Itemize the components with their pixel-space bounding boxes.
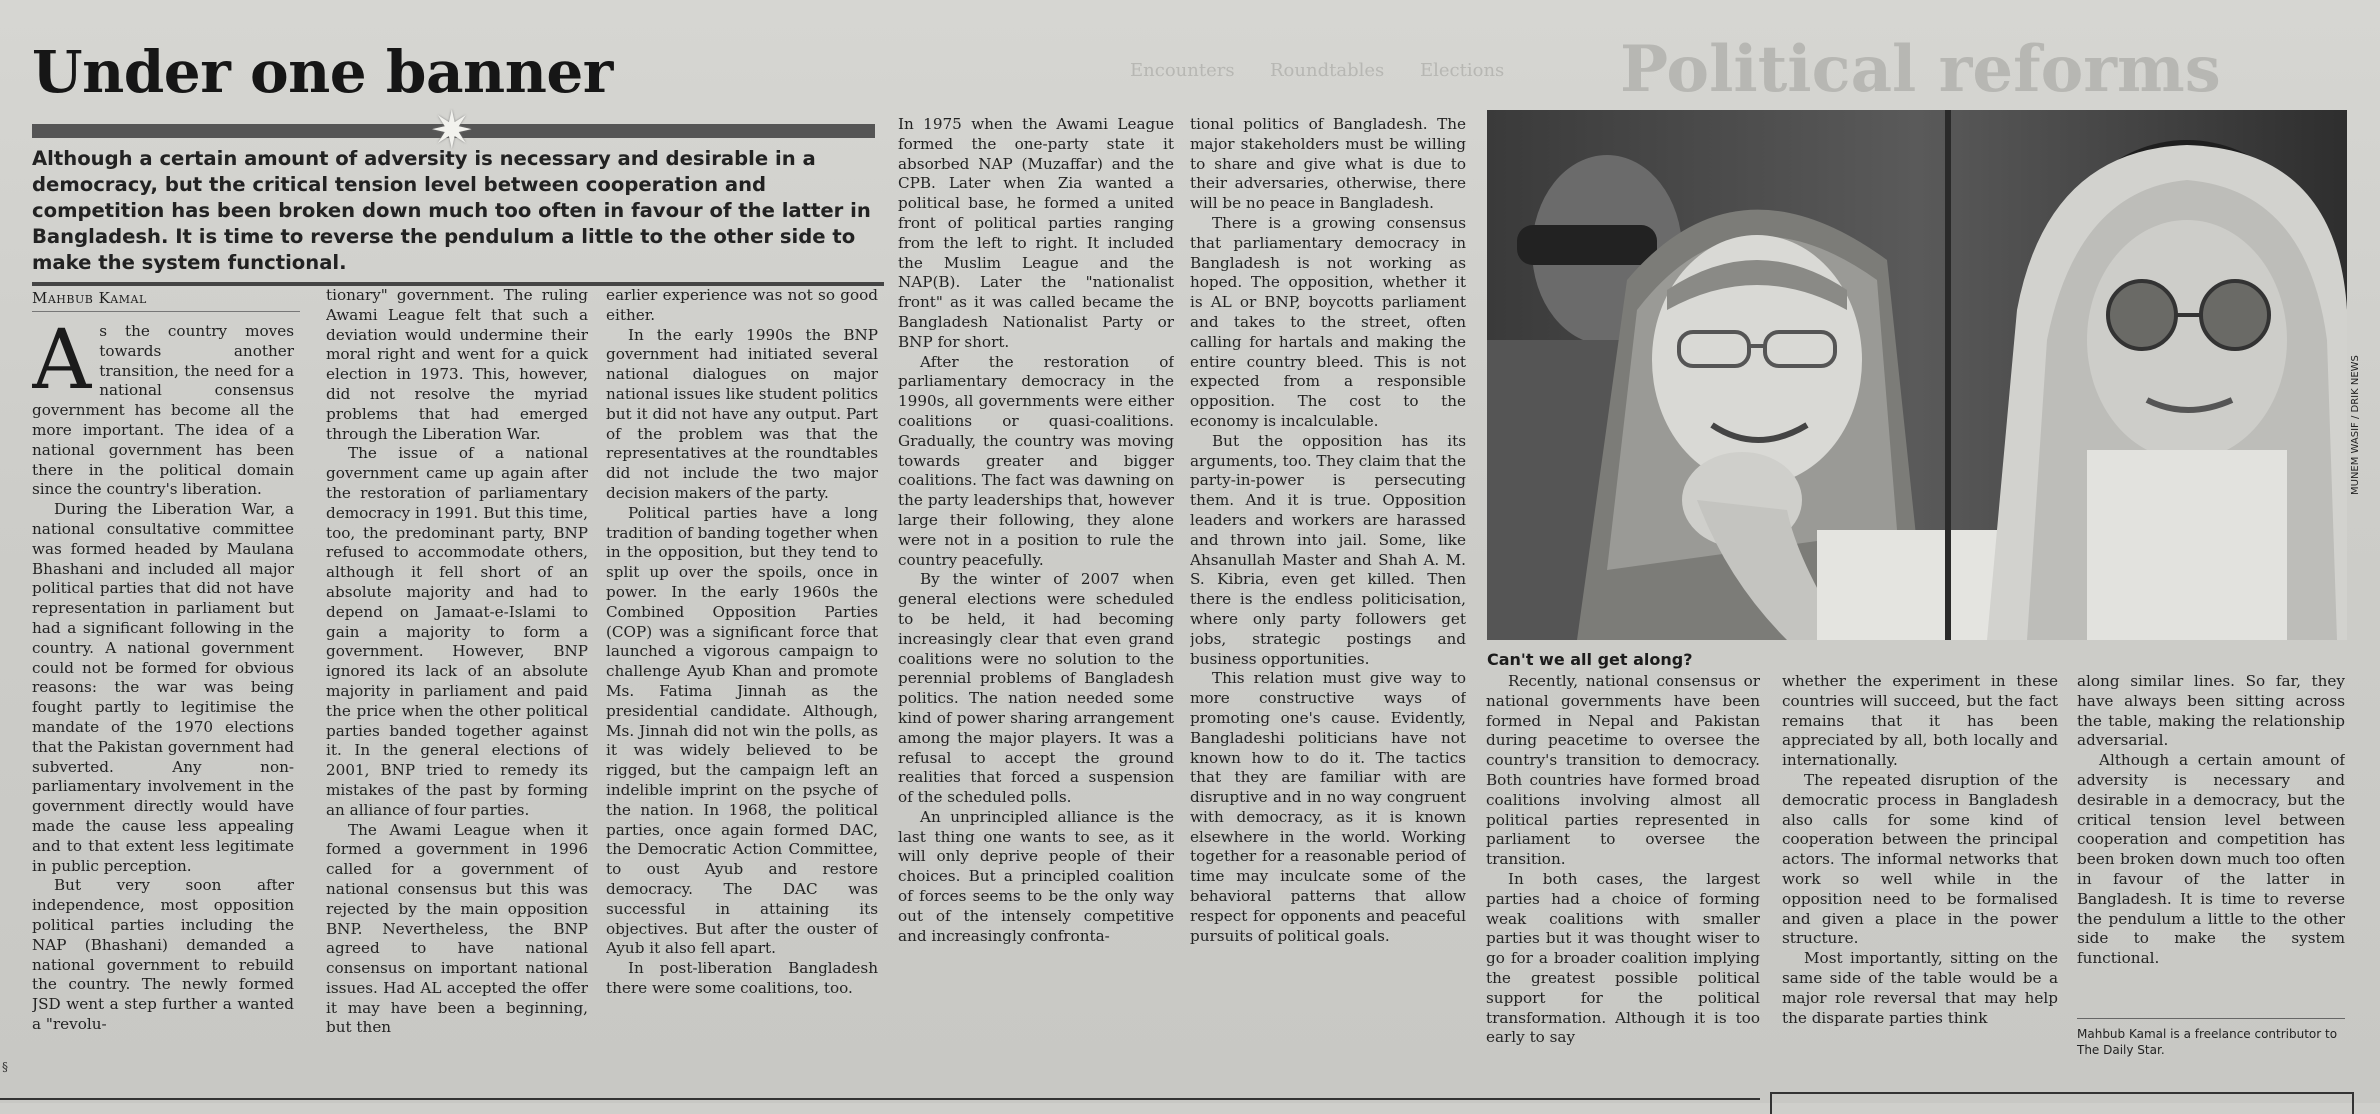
show-through-text: Roundtables bbox=[1270, 60, 1385, 81]
paragraph: But very soon after independence, most opposition political parties including the NAP (Bhashani) demanded a national government to rebuild the country. The newly formed JSD went a step further a wanted a "revolu- bbox=[32, 876, 294, 1033]
bottom-rule bbox=[0, 1098, 1760, 1100]
photo-credit: MUNEM WASIF / DRIK NEWS bbox=[2350, 355, 2361, 495]
paragraph: During the Liberation War, a national consultative committee was formed headed by Maulana Bhashani and included all major political parties that did not have representation in parliament but had a significant following in the country. A national government could not be formed for obvious reasons: the war was being fought partly to legitimise the mandate of the 1970 elections that the Pakistan government had subverted. Any non-parliamentary involvement in the government directly would have made the cause less appealing and to that extent less legitimate in public perception. bbox=[32, 500, 294, 875]
paragraph: After the restoration of parliamentary democracy in the 1990s, all governments were either coalitions or quasi-coalitions. Gradually, the country was moving towards greater and bigger coalitions. The fact was dawning on the party leaderships that, however large their following, they alone were not in a position to rule the country peacefully. bbox=[898, 352, 1174, 569]
paragraph: Recently, national consensus or national governments have been formed in Nepal and Pakistan during peacetime to oversee the country's transition to democracy. Both countries have formed broad coalitions involving almost all political parties represented in parliament to oversee the transition. bbox=[1486, 672, 1760, 869]
article-column-1 bbox=[32, 322, 294, 1102]
byline: Mahbub Kamal bbox=[32, 289, 300, 312]
news-photo bbox=[1487, 110, 2347, 640]
paragraph: Most importantly, sitting on the same side of the table would be a major role reversal that may help the disparate parties think bbox=[1782, 949, 2058, 1027]
article-column-6 bbox=[1486, 672, 1760, 1092]
article-column-2 bbox=[326, 286, 588, 1102]
article-column-8 bbox=[2077, 672, 2345, 1012]
drop-cap: A bbox=[32, 322, 92, 408]
show-through-text: Elections bbox=[1420, 60, 1505, 81]
paragraph: An unprincipled alliance is the last thing one wants to see, as it will only deprive people of their choices. But a principled coalition of forces seems to be the only way out of the intensely competitive and increasingly confronta- bbox=[898, 807, 1174, 945]
paragraph: whether the experiment in these countries will succeed, but the fact remains that it has been appreciated by all, both locally and internationally. bbox=[1782, 672, 2058, 770]
paragraph: In 1975 when the Awami League formed the one-party state it absorbed NAP (Muzaffar) and the CPB. Later when Zia wanted a political base, he formed a united front of political parties ranging from the left to right. It included the Muslim League and the NAP(B). Later the "nationalist front" as it was called became the Bangladesh Nationalist Party or BNP for short. bbox=[898, 115, 1174, 351]
paragraph: tionary" government. The ruling Awami League felt that such a deviation would undermine their moral right and went for a quick election in 1973. This, however, did not resolve the myriad problems that had emerged through the Liberation War. bbox=[326, 286, 588, 443]
article-column-3 bbox=[606, 286, 878, 1102]
starburst-icon: ✷ bbox=[430, 101, 474, 161]
margin-mark: § bbox=[2, 1060, 8, 1074]
author-bio: Mahbub Kamal is a freelance contributor to The Daily Star. bbox=[2077, 1027, 2338, 1057]
paragraph: This relation must give way to more constructive ways of promoting one's cause. Evidently, Bangladeshi politicians have not known how to do it. The tactics that they are familiar with are disruptive and in no way congruent with democracy, as it is known elsewhere in the world. Working together for a reasonable period of time may inculcate some of the behavioral patterns that allow respect for opponents and peaceful pursuits of political goals. bbox=[1190, 669, 1466, 945]
paragraph: Political parties have a long tradition of banding together when in the opposition, but they tend to split up over the spoils, once in power. In the early 1960s the Combined Opposition Parties (COP) was a significant force that launched a vigorous campaign to challenge Ayub Khan and promote Ms. Fatima Jinnah as the presidential candidate. Although, Ms. Jinnah did not win the polls, as it was widely believed to be rigged, but the campaign left an indelible imprint on the psyche of the nation. In 1968, the political parties, once again formed DAC, the Democratic Action Committee, to oust Ayub and restore democracy. The DAC was successful in attaining its objectives. But after the ouster of Ayub it also fell apart. bbox=[606, 503, 878, 958]
paragraph: The issue of a national government came up again after the restoration of parliamentary democracy in 1991. But this time, too, the predominant party, BNP refused to accommodate others, although it fell short of an absolute majority and had to depend on Jamaat-e-Islami to gain a majority to form a government. However, BNP ignored its lack of an absolute majority in parliament and paid the price when the other political parties banded together against it. In the general elections of 2001, BNP tried to remedy its mistakes of the past by forming an alliance of four parties. bbox=[326, 444, 588, 819]
article-column-4 bbox=[898, 115, 1174, 1102]
paragraph: In post-liberation Bangladesh there were some coalitions, too. bbox=[606, 959, 878, 997]
paragraph: By the winter of 2007 when general elections were scheduled to be held, it had becoming increasingly clear that even grand coalitions were no solution to the perennial problems of Bangladesh politics. The nation needed some kind of power sharing arrangement among the major players. It was a refusal to accept the ground realities that forced a suspension of the scheduled polls. bbox=[898, 570, 1174, 807]
show-through-text: Encounters bbox=[1130, 60, 1235, 81]
bottom-box bbox=[1770, 1092, 2354, 1114]
paragraph: There is a growing consensus that parliamentary democracy in Bangladesh is not working as hoped. The opposition, whether it is AL or BNP, boycotts parliament and takes to the street, often calling for hartals and making the entire country bleed. This is not expected from a responsible opposition. The cost to the economy is incalculable. bbox=[1190, 213, 1466, 430]
paragraph: s the country moves towards another transition, the need for a national consensus government has become all the more important. The idea of a national government has been there in the political domain since the country's liberation. bbox=[32, 322, 294, 499]
article-deck: Although a certain amount of adversity is necessary and desirable in a democracy, but the critical tension level between cooperation and competition has been broken down much too often in favour of the latter in Bangladesh. It is time to reverse the pendulum a little to the other side to make the system functional. bbox=[32, 146, 884, 286]
paragraph: In the early 1990s the BNP government had initiated several national dialogues on major national issues like student politics but it did not have any output. Part of the problem was that the representatives at the roundtables did not include the two major decision makers of the party. bbox=[606, 325, 878, 502]
photo-illustration bbox=[1487, 110, 2347, 640]
paragraph: The Awami League when it formed a government in 1996 called for a government of national consensus but this was rejected by the main opposition BNP. Nevertheless, the BNP agreed to have national consensus on important national issues. Had AL accepted the offer it may have been a beginning, but then bbox=[326, 820, 588, 1037]
article-headline: Under one banner bbox=[32, 38, 613, 106]
paragraph: In both cases, the largest parties had a choice of forming weak coalitions with smaller parties but it was thought wiser to go for a broader coalition implying the greatest possible political support for the political transformation. Although it is too early to say bbox=[1486, 869, 1760, 1047]
bio-divider bbox=[2077, 1018, 2345, 1019]
paragraph: But the opposition has its arguments, too. They claim that the party-in-power is persecuting them. And it is true. Opposition leaders and workers are harassed and thrown into jail. Some, like Ahsanullah Master and Shah A. M. S. Kibria, even get killed. Then there is the endless politicisation, where only party followers get jobs, strategic postings and business opportunities. bbox=[1190, 431, 1466, 668]
paragraph: Although a certain amount of adversity is necessary and desirable in a democracy, but the critical tension level between cooperation and competition has been broken down much too often in favour of the latter in Bangladesh. It is time to reverse the pendulum a little to the other side to make the system functional. bbox=[2077, 751, 2345, 968]
article-column-7 bbox=[1782, 672, 2058, 1092]
show-through-headline: Political reforms bbox=[1620, 32, 2221, 107]
paragraph: along similar lines. So far, they have always been sitting across the table, making the relationship adversarial. bbox=[2077, 672, 2345, 750]
paragraph: The repeated disruption of the democratic process in Bangladesh also calls for some kind of cooperation between the principal actors. The informal networks that work so well while in the opposition need to be formalised and given a place in the power structure. bbox=[1782, 770, 2058, 948]
article-column-5 bbox=[1190, 115, 1466, 1102]
paragraph: earlier experience was not so good either. bbox=[606, 286, 878, 324]
paragraph: tional politics of Bangladesh. The major stakeholders must be willing to share and give what is due to their adversaries, otherwise, there will be no peace in Bangladesh. bbox=[1190, 115, 1466, 213]
photo-caption: Can't we all get along? bbox=[1487, 650, 1693, 669]
